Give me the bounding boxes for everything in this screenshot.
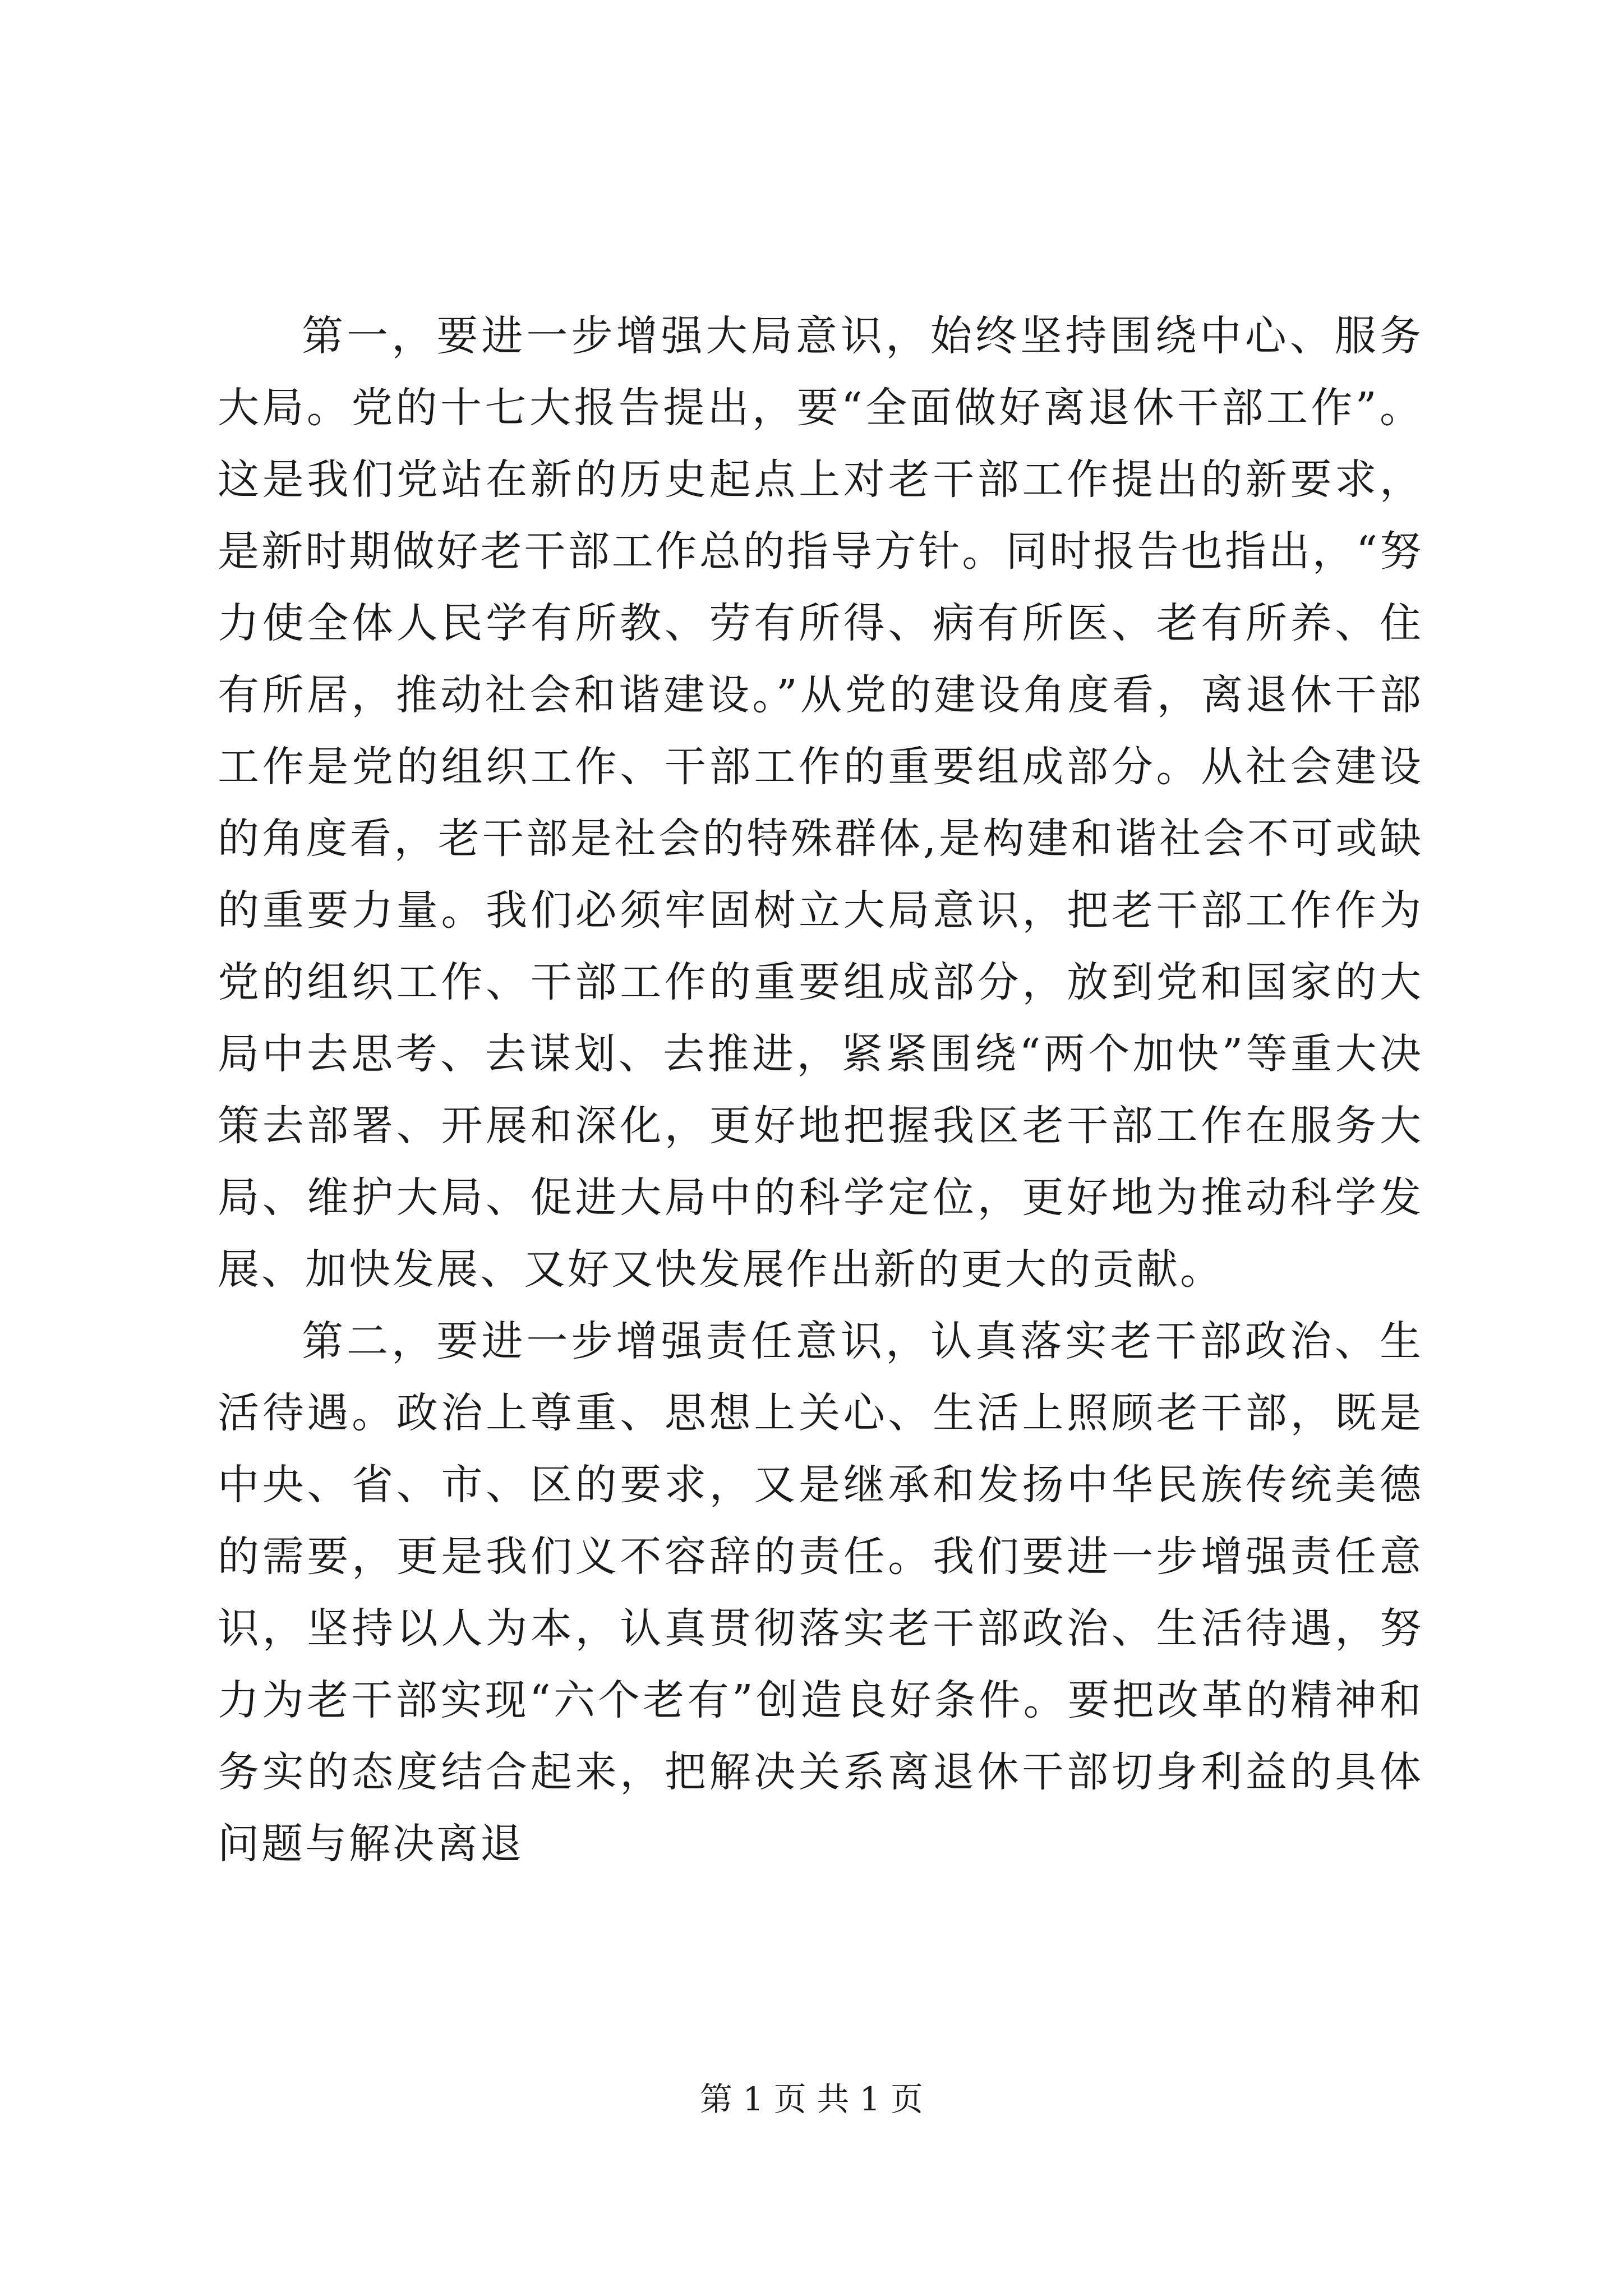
paragraph-first: 第一，要进一步增强大局意识，始终坚持围绕中心、服务大局。党的十七大报告提出，要“全面做好离退休干部工作”。这是我们党站在新的历史起点上对老干部工作提出的新要求，是新时期做好老干部工作总的指导方针。同时报告也指出，“努力使全体人民学有所教、劳有所得、病有所医、老有所养、住有所居，推动社会和谐建设。”从党的建设角度看，离退休干部工作是党的组织工作、干部工作的重要组成部分。从社会建设的角度看，老干部是社会的特殊群体,是构建和谐社会不可或缺的重要力量。我们必须牢固树立大局意识，把老干部工作作为党的组织工作、干部工作的重要组成部分，放到党和国家的大局中去思考、去谋划、去推进，紧紧围绕“两个加快”等重大决策去部署、开展和深化，更好地把握我区老干部工作在服务大局、维护大局、促进大局中的科学定位，更好地为推动科学发展、加快发展、又好又快发展作出新的更大的贡献。	[218, 312, 1423, 1294]
paragraph-second: 第二，要进一步增强责任意识，认真落实老干部政治、生活待遇。政治上尊重、思想上关心、生活上照顾老干部，既是中央、省、市、区的要求，又是继承和发扬中华民族传统美德的需要，更是我们义不容辞的责任。我们要进一步增强责任意识，坚持以人为本，认真贯彻落实老干部政治、生活待遇，努力为老干部实现“六个老有”创造良好条件。要把改革的精神和务实的态度结合起来，把解决关系离退休干部切身利益的具体问题与解决离退	[218, 1317, 1423, 1868]
document-body	[218, 300, 1423, 1880]
page-footer: 第 1 页 共 1 页	[700, 2080, 923, 2118]
